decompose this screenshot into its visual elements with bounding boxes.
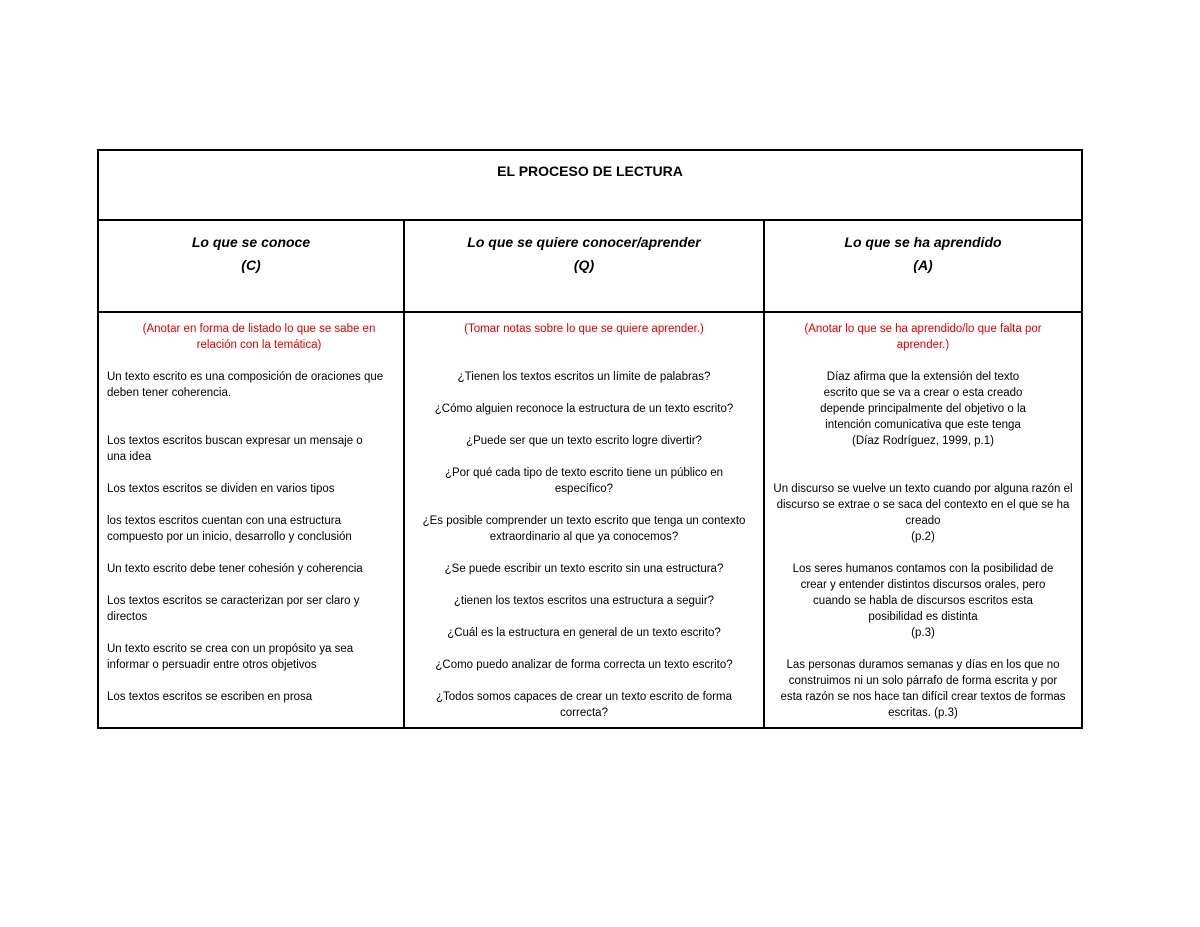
list-item: ¿Cómo alguien reconoce la estructura de un texto escrito? bbox=[434, 403, 734, 415]
header-divider bbox=[99, 311, 1081, 313]
title-row bbox=[99, 151, 1081, 221]
heading-c-label: Lo que se conoce bbox=[191, 234, 311, 250]
list-item: Las personas duramos semanas y días en los que no construimos ni un solo párrafo de forma escrita y por esta razón se nos hace tan difícil crear textos de formas escritas. (p.3) bbox=[780, 659, 1066, 719]
instruction-note: (Anotar en forma de listado lo que se sabe en relación con la temática) bbox=[142, 323, 376, 351]
list-item: Los textos escritos se escriben en prosa bbox=[107, 691, 313, 703]
list-item: ¿tienen los textos escritos una estructura a seguir? bbox=[453, 595, 715, 607]
list-item: Un discurso se vuelve un texto cuando por alguna razón el discurso se extrae o se saca del contexto en el que se ha creado bbox=[773, 483, 1073, 527]
list-item: los textos escritos cuentan con una estructura compuesto por un inicio, desarrollo y conclusión bbox=[107, 515, 352, 543]
list-item: ¿Por qué cada tipo de texto escrito tiene un público en específico? bbox=[444, 467, 724, 495]
list-item: ¿Puede ser que un texto escrito logre divertir? bbox=[466, 435, 702, 447]
citation: (p.3) bbox=[911, 627, 935, 639]
list-item: Los textos escritos buscan expresar un mensaje o una idea bbox=[107, 435, 363, 463]
instruction-note: (Anotar lo que se ha aprendido/lo que falta por aprender.) bbox=[804, 323, 1042, 351]
citation: (p.2) bbox=[911, 531, 935, 543]
list-item: ¿Es posible comprender un texto escrito que tenga un contexto extraordinario al que ya conocemos? bbox=[422, 515, 746, 543]
table-title: EL PROCESO DE LECTURA bbox=[497, 163, 683, 179]
instruction-note: (Tomar notas sobre lo que se quiere aprender.) bbox=[464, 323, 704, 335]
heading-q bbox=[405, 231, 763, 277]
list-item: Los seres humanos contamos con la posibilidad de crear y entender distintos discursos orales, pero cuando se habla de discursos escritos esta posibilidad es distinta bbox=[792, 563, 1054, 623]
list-item: Un texto escrito debe tener cohesión y coherencia bbox=[107, 563, 363, 575]
column-a bbox=[771, 321, 1075, 721]
list-item: ¿Se puede escribir un texto escrito sin una estructura? bbox=[444, 563, 724, 575]
column-divider bbox=[763, 221, 765, 727]
citation: (Díaz Rodríguez, 1999, p.1) bbox=[852, 435, 994, 447]
heading-q-letter: (Q) bbox=[573, 257, 595, 273]
list-item: ¿Cuál es la estructura en general de un texto escrito? bbox=[447, 627, 721, 639]
heading-q-label: Lo que se quiere conocer/aprender bbox=[467, 234, 701, 250]
list-item: ¿Todos somos capaces de crear un texto escrito de forma correcta? bbox=[436, 691, 732, 719]
list-item: Díaz afirma que la extensión del texto escrito que se va a crear o esta creado depende principalmente del objetivo o la intención comunicativa que este tenga bbox=[820, 371, 1026, 431]
list-item: Los textos escritos se dividen en varios tipos bbox=[107, 483, 335, 495]
list-item: Los textos escritos se caracterizan por ser claro y directos bbox=[107, 595, 360, 623]
kwl-table bbox=[97, 149, 1083, 729]
list-item: ¿Tienen los textos escritos un límite de palabras? bbox=[457, 371, 711, 383]
list-item: Un texto escrito se crea con un propósito ya sea informar o persuadir entre otros objetivos bbox=[107, 643, 354, 671]
heading-c bbox=[99, 231, 403, 277]
heading-a bbox=[765, 231, 1081, 277]
list-item: Un texto escrito es una composición de oraciones que deben tener coherencia. bbox=[107, 371, 384, 399]
heading-a-label: Lo que se ha aprendido bbox=[844, 234, 1002, 250]
column-q bbox=[411, 321, 757, 721]
list-item: ¿Como puedo analizar de forma correcta un texto escrito? bbox=[435, 659, 733, 671]
column-c bbox=[107, 321, 389, 705]
column-divider bbox=[403, 221, 405, 727]
heading-c-letter: (C) bbox=[241, 257, 261, 273]
heading-a-letter: (A) bbox=[913, 257, 933, 273]
